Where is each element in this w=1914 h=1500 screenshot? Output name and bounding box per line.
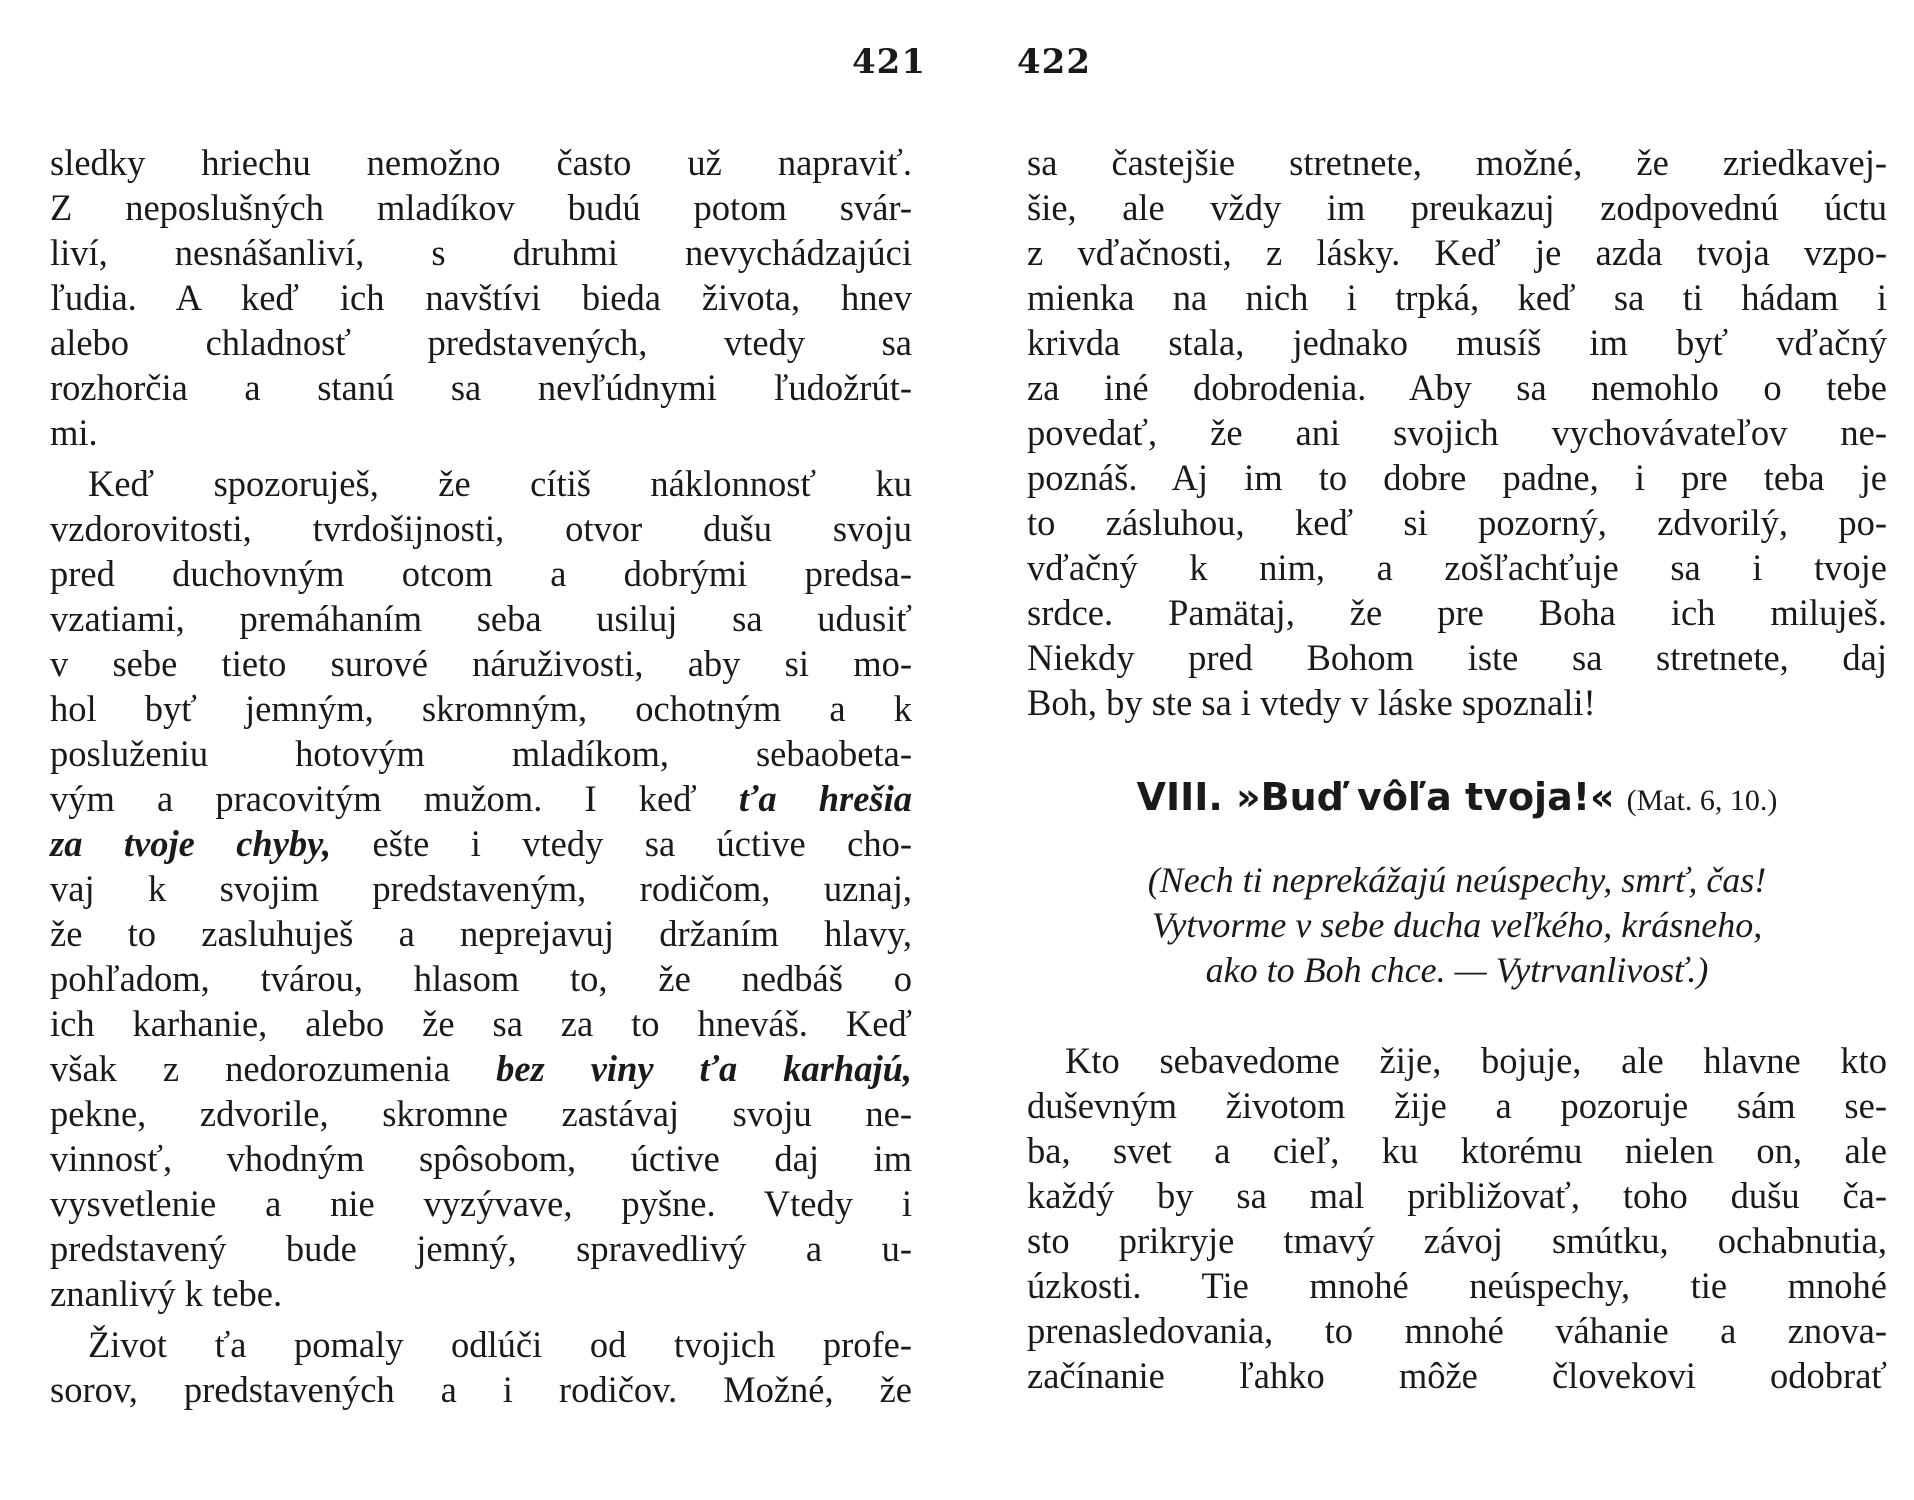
text-line: šie, ale vždy im preukazuj zodpovednú úctu bbox=[1027, 187, 1887, 228]
text-line: alebo chladnosť predstavených, vtedy sa bbox=[50, 322, 912, 363]
text-line: pred duchovným otcom a dobrými predsa- bbox=[50, 553, 912, 594]
left-paragraph-2 bbox=[50, 461, 912, 1316]
text-line: vaj k svojim predstaveným, rodičom, uznaj, bbox=[50, 868, 912, 909]
text-line: vysvetlenie a nie vyzývave, pyšne. Vtedy i bbox=[50, 1183, 912, 1224]
text-line: poznáš. Aj im to dobre padne, i pre teba je bbox=[1027, 457, 1887, 498]
left-paragraph-3 bbox=[50, 1322, 912, 1412]
text-line: to zásluhou, keď si pozorný, zdvorilý, po- bbox=[1027, 502, 1887, 543]
emphasis-text: ťa hrešia bbox=[738, 778, 912, 819]
text-line: každý by sa mal približovať, toho dušu ča- bbox=[1027, 1175, 1887, 1216]
chapter-title: VIII. »Buď vôľa tvoja!« bbox=[1136, 775, 1615, 819]
text-line: Kto sebavedome žije, bojuje, ale hlavne kto bbox=[1065, 1040, 1887, 1081]
text-line: povedať, že ani svojich vychovávateľov ne- bbox=[1027, 412, 1887, 453]
text-line: ľudia. A keď ich navštívi bieda života, hnev bbox=[50, 277, 912, 318]
text-line-with-emphasis bbox=[50, 821, 912, 866]
right-page bbox=[957, 0, 1914, 1500]
motto-line: Vytvorme v sebe ducha veľkého, krásneho, bbox=[1151, 905, 1763, 945]
chapter-motto bbox=[1027, 858, 1887, 993]
text-line: predstavený bude jemný, spravedlivý a u- bbox=[50, 1228, 912, 1269]
motto-line: ako to Boh chce. — Vytrvanlivosť.) bbox=[1205, 950, 1709, 990]
text-line: vďačný k nim, a zošľachťuje sa i tvoje bbox=[1027, 547, 1887, 588]
text-line: ich karhanie, alebo že sa za to hneváš. Keď bbox=[50, 1003, 912, 1044]
text-line: hol byť jemným, skromným, ochotným a k bbox=[50, 688, 912, 729]
text-line: sto prikryje tmavý závoj smútku, ochabnutia, bbox=[1027, 1220, 1887, 1261]
text-line: začínanie ľahko môže človekovi odobrať bbox=[1027, 1355, 1887, 1396]
left-paragraph-1 bbox=[50, 140, 912, 455]
text-line: pohľadom, tvárou, hlasom to, že nedbáš o bbox=[50, 958, 912, 999]
text-fragment: však z nedorozumenia bbox=[50, 1048, 451, 1089]
right-paragraph-2 bbox=[1027, 1038, 1887, 1398]
chapter-reference: (Mat. 6, 10.) bbox=[1626, 784, 1778, 817]
text-line: pekne, zdvorile, skromne zastávaj svoju ne- bbox=[50, 1093, 912, 1134]
text-line: sledky hriechu nemožno často už napraviť. bbox=[50, 142, 912, 183]
emphasis-text: za tvoje chyby, bbox=[50, 823, 332, 864]
text-line: úzkosti. Tie mnohé neúspechy, tie mnohé bbox=[1027, 1265, 1887, 1306]
text-line: vzdorovitosti, tvrdošijnosti, otvor dušu svoju bbox=[50, 508, 912, 549]
motto-line: (Nech ti neprekážajú neúspechy, smrť, čas! bbox=[1147, 860, 1767, 900]
left-page-text bbox=[50, 140, 912, 1412]
text-line: mienka na nich i trpká, keď sa ti hádam i bbox=[1027, 277, 1887, 318]
text-line: sorov, predstavených a i rodičov. Možné, že bbox=[50, 1369, 912, 1410]
text-line: sa častejšie stretnete, možné, že zriedkavej- bbox=[1027, 142, 1887, 183]
text-line: Keď spozoruješ, že cítiš náklonnosť ku bbox=[88, 463, 912, 504]
text-line: za iné dobrodenia. Aby sa nemohlo o tebe bbox=[1027, 367, 1887, 408]
text-line: znanlivý k tebe. bbox=[50, 1273, 283, 1314]
text-fragment: vým a pracovitým mužom. I keď bbox=[50, 778, 697, 819]
text-line: ba, svet a cieľ, ku ktorému nielen on, ale bbox=[1027, 1130, 1887, 1171]
text-fragment: ešte i vtedy sa úctive cho- bbox=[331, 823, 912, 864]
text-line: krivda stala, jednako musíš im byť vďačný bbox=[1027, 322, 1887, 363]
right-paragraph-1 bbox=[1027, 140, 1887, 725]
text-line: rozhorčia a stanú sa nevľúdnymi ľudožrút- bbox=[50, 367, 912, 408]
text-line: prenasledovania, to mnohé váhanie a znova- bbox=[1027, 1310, 1887, 1351]
text-line: posluženiu hotovým mladíkom, sebaobeta- bbox=[50, 733, 912, 774]
text-line: liví, nesnášanliví, s druhmi nevychádzajúci bbox=[50, 232, 912, 273]
text-line: mi. bbox=[50, 412, 98, 453]
page-number-right: 422 bbox=[1017, 42, 1091, 82]
page-number-left: 421 bbox=[852, 42, 926, 82]
text-line-with-emphasis bbox=[50, 776, 912, 821]
text-line: Život ťa pomaly odlúči od tvojich profe- bbox=[88, 1324, 912, 1365]
text-line: Boh, by ste sa i vtedy v láske spoznali! bbox=[1027, 682, 1596, 723]
text-line: že to zasluhuješ a neprejavuj držaním hlavy, bbox=[50, 913, 912, 954]
text-line: srdce. Pamätaj, že pre Boha ich miluješ. bbox=[1027, 592, 1887, 633]
chapter-heading bbox=[1027, 772, 1887, 826]
emphasis-text: bez viny ťa karhajú, bbox=[496, 1048, 913, 1089]
text-line: duševným životom žije a pozoruje sám se- bbox=[1027, 1085, 1887, 1126]
text-line: vinnosť, vhodným spôsobom, úctive daj im bbox=[50, 1138, 912, 1179]
text-line-with-emphasis bbox=[50, 1046, 912, 1091]
text-line: Niekdy pred Bohom iste sa stretnete, daj bbox=[1027, 637, 1887, 678]
text-line: z vďačnosti, z lásky. Keď je azda tvoja vzpo- bbox=[1027, 232, 1887, 273]
text-line: v sebe tieto surové náruživosti, aby si mo- bbox=[50, 643, 912, 684]
text-line: vzatiami, premáhaním seba usiluj sa udusiť bbox=[50, 598, 912, 639]
text-line: Z neposlušných mladíkov budú potom svár- bbox=[50, 187, 912, 228]
